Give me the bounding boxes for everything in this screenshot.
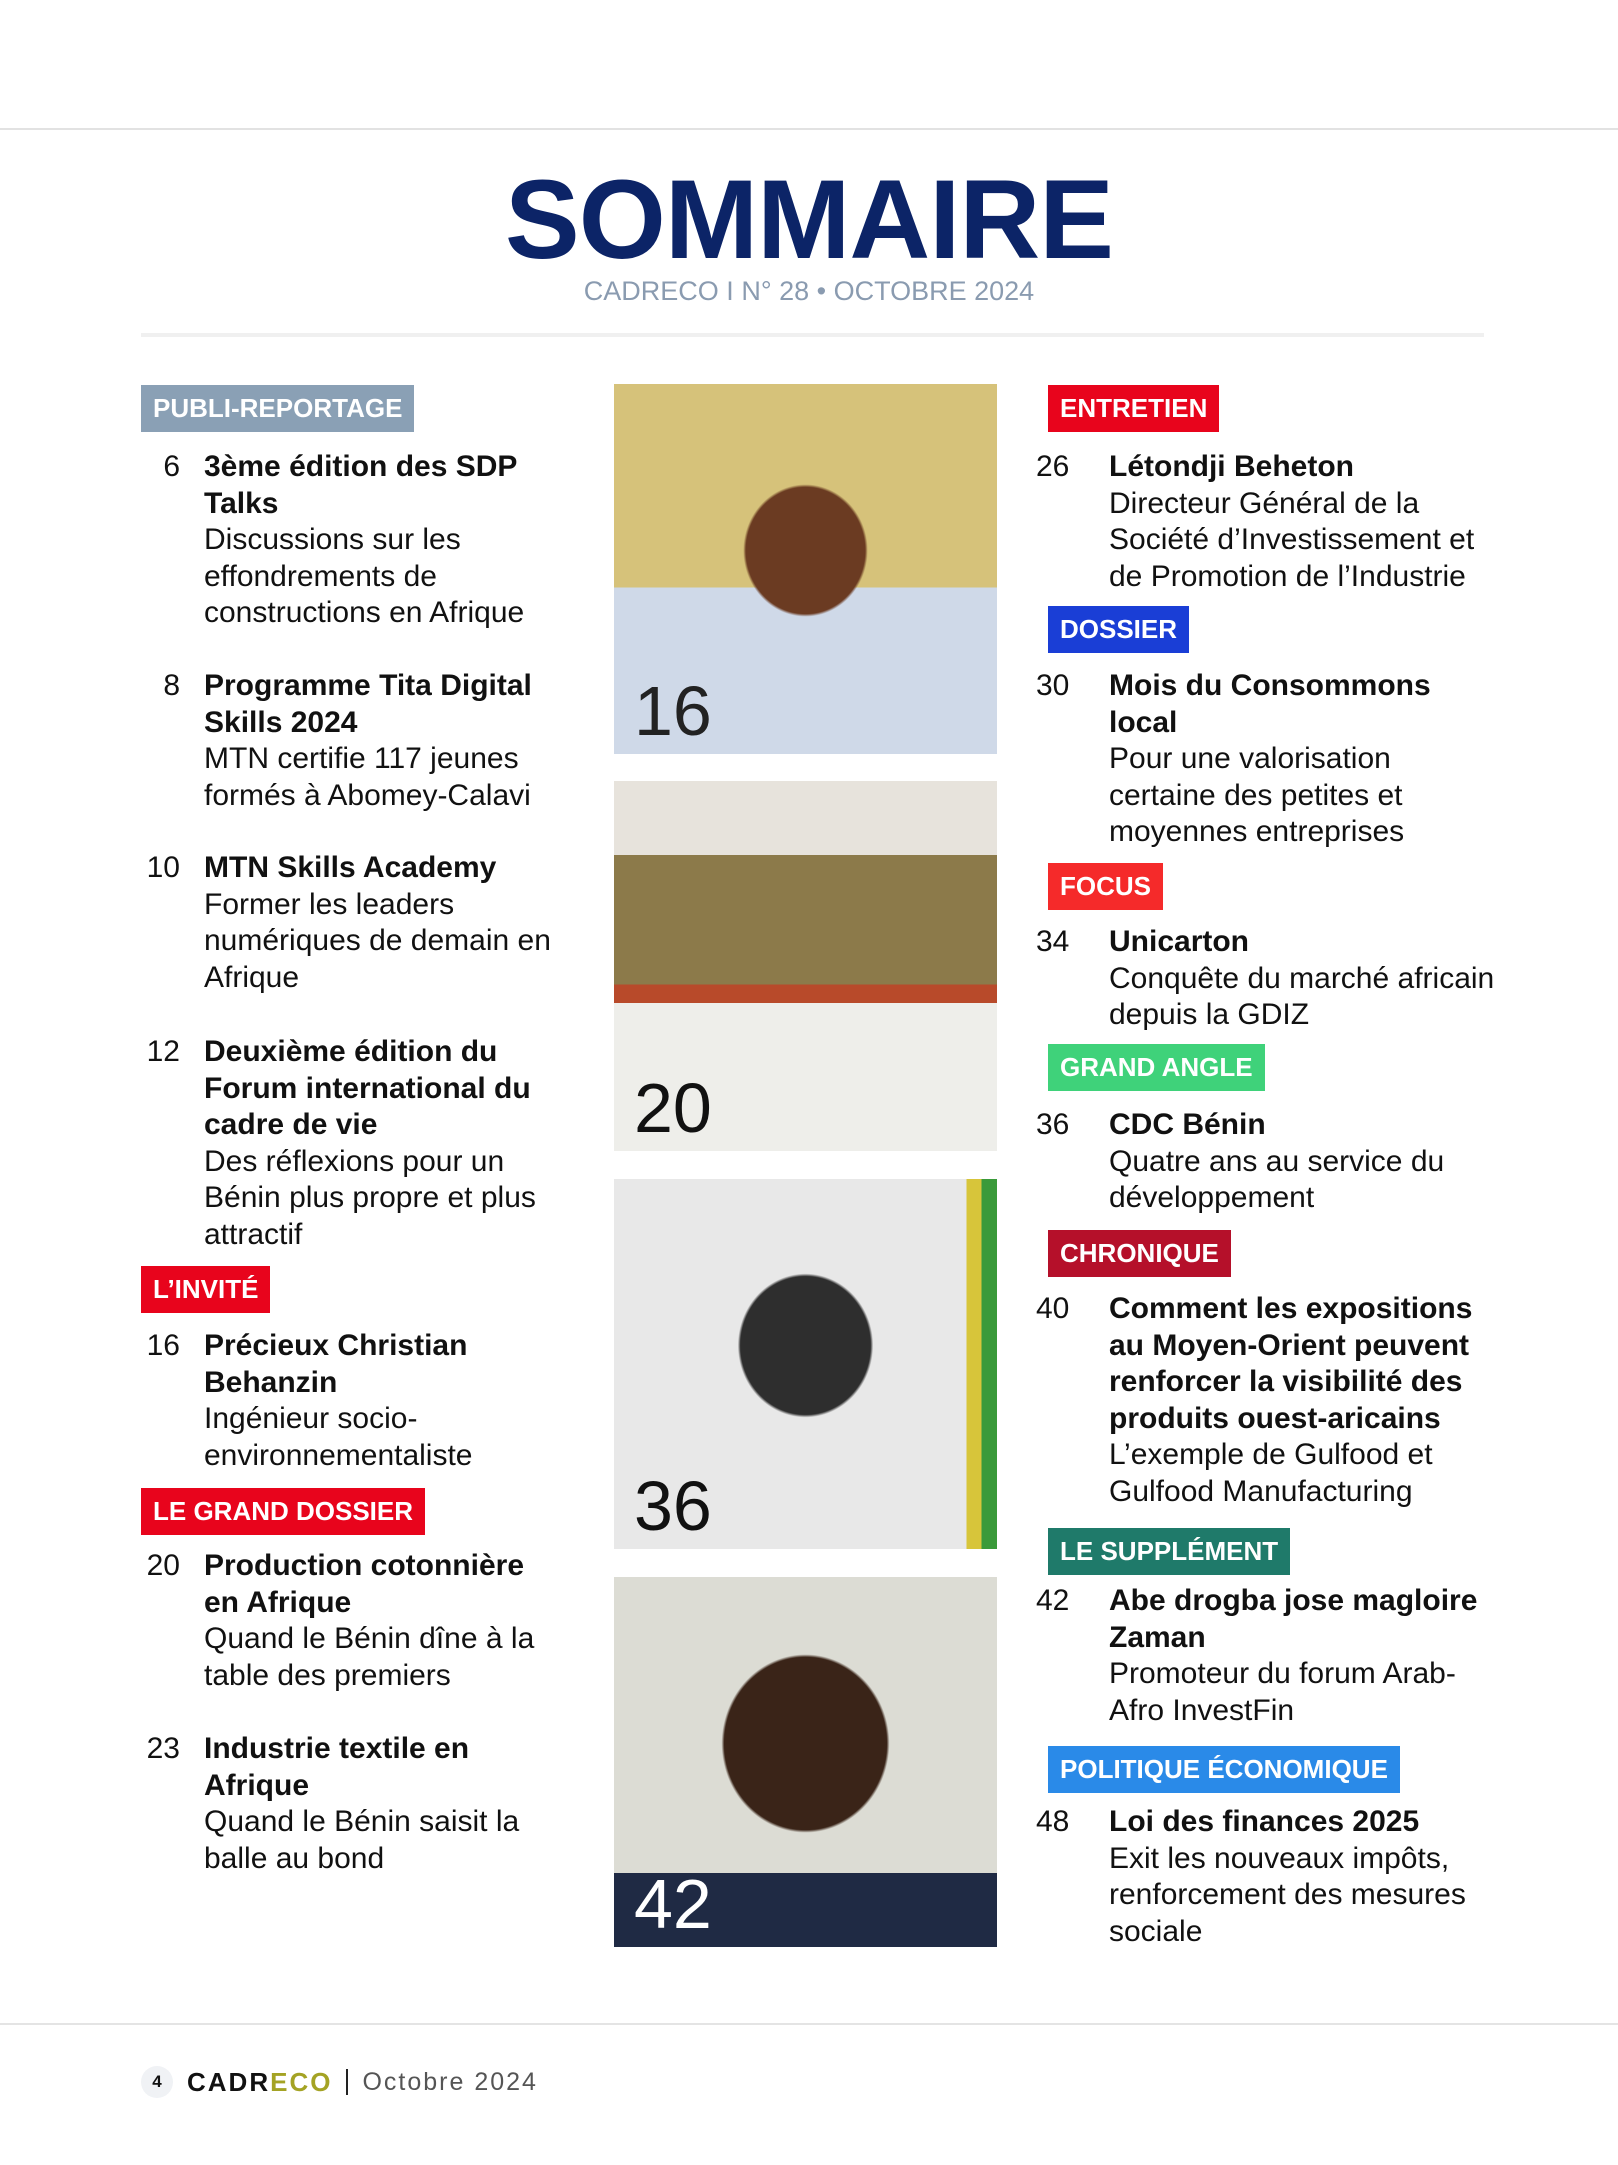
toc-page-number: 20 <box>146 1549 180 1582</box>
footer-separator <box>346 2069 348 2095</box>
toc-entry-text <box>204 1731 519 1877</box>
toc-entry-text <box>1109 1107 1444 1217</box>
section-tag: ENTRETIEN <box>1048 385 1219 432</box>
toc-page-number: 40 <box>1036 1292 1070 1325</box>
brand-logo <box>187 2067 332 2098</box>
toc-title-line: Skills 2024 <box>204 705 358 739</box>
toc-title-line: en Afrique <box>204 1585 352 1619</box>
toc-title-line: Comment les expositions <box>1109 1292 1473 1325</box>
toc-subtitle-line: Gulfood Manufacturing <box>1109 1474 1413 1508</box>
toc-title-line: Deuxième édition du <box>204 1035 498 1068</box>
toc-entry-text <box>204 1548 534 1694</box>
toc-title-line: Zaman <box>1109 1620 1206 1654</box>
toc-subtitle-line: Former les leaders <box>204 887 455 921</box>
section-tag: LE GRAND DOSSIER <box>141 1488 425 1535</box>
toc-title-line: MTN Skills Academy <box>204 851 497 884</box>
photo-page-number: 36 <box>634 1467 712 1545</box>
toc-title-line: Loi des finances 2025 <box>1109 1805 1420 1838</box>
toc-subtitle-line: MTN certifie 117 jeunes <box>204 742 519 776</box>
section-tag: LE SUPPLÉMENT <box>1048 1528 1290 1575</box>
toc-page-number: 16 <box>146 1329 180 1362</box>
toc-subtitle-line: Exit les nouveaux impôts, <box>1109 1841 1450 1875</box>
toc-subtitle-line: moyennes entreprises <box>1109 815 1405 849</box>
toc-subtitle-line: Directeur Général de la <box>1109 486 1420 520</box>
photo-portrait-36[interactable] <box>614 1179 997 1549</box>
toc-entry-text <box>204 850 551 996</box>
toc-title-line: Mois du Consommons <box>1109 669 1431 702</box>
toc-subtitle-line: Quand le Bénin dîne à la <box>204 1622 535 1656</box>
toc-subtitle-line: attractif <box>204 1217 303 1251</box>
toc-subtitle-line: environnementaliste <box>204 1438 473 1472</box>
toc-entry-text <box>1109 449 1474 595</box>
toc-title-line: Behanzin <box>204 1365 338 1399</box>
toc-page-number: 34 <box>1036 925 1070 958</box>
toc-subtitle-line: sociale <box>1109 1914 1203 1948</box>
toc-subtitle-line: certaine des petites et <box>1109 778 1403 812</box>
brand-part-b: ECO <box>270 2066 333 2097</box>
toc-subtitle-line: Pour une valorisation <box>1109 742 1391 776</box>
toc-title-line: Programme Tita Digital <box>204 669 532 702</box>
photo-portrait-42[interactable] <box>614 1577 997 1947</box>
toc-title-line: Létondji Beheton <box>1109 450 1354 483</box>
footer-divider <box>0 2023 1618 2025</box>
toc-page-number: 48 <box>1036 1805 1070 1838</box>
toc-entry-text <box>1109 924 1494 1034</box>
toc-page-number: 26 <box>1036 450 1070 483</box>
toc-entry-text <box>204 1034 536 1254</box>
toc-subtitle-line: Quatre ans au service du <box>1109 1144 1445 1178</box>
toc-title-line: local <box>1109 705 1178 739</box>
toc-subtitle-line: Bénin plus propre et plus <box>204 1181 536 1215</box>
photo-page-number: 20 <box>634 1069 712 1147</box>
section-tag: PUBLI-REPORTAGE <box>141 385 414 432</box>
toc-title-line: au Moyen-Orient peuvent <box>1109 1328 1470 1362</box>
toc-subtitle-line: balle au bond <box>204 1841 385 1875</box>
toc-subtitle-line: de Promotion de l’Industrie <box>1109 559 1466 593</box>
toc-subtitle-line: développement <box>1109 1181 1315 1215</box>
brand-part-a: CADR <box>187 2066 271 2097</box>
photo-portrait-16[interactable] <box>614 384 997 754</box>
toc-title-line: Production cotonnière <box>204 1549 525 1582</box>
section-tag: GRAND ANGLE <box>1048 1044 1265 1091</box>
toc-title-line: produits ouest-aricains <box>1109 1401 1441 1435</box>
toc-entry-text <box>1109 1804 1466 1950</box>
toc-subtitle-line: Conquête du marché africain <box>1109 961 1495 995</box>
top-divider <box>0 128 1618 130</box>
toc-entry-text <box>1109 1291 1472 1511</box>
toc-subtitle-line: Des réflexions pour un <box>204 1144 505 1178</box>
toc-title-line: Talks <box>204 486 279 520</box>
toc-entry-text <box>204 668 532 814</box>
toc-subtitle-line: Ingénieur socio- <box>204 1402 418 1436</box>
toc-subtitle-line: Société d’Investissement et <box>1109 523 1475 557</box>
toc-title-line: renforcer la visibilité des <box>1109 1365 1463 1399</box>
issue-subtitle: CADRECO I N° 28 • OCTOBRE 2024 <box>583 276 1035 306</box>
toc-title-line: CDC Bénin <box>1109 1108 1266 1141</box>
toc-entry-text <box>204 1328 473 1474</box>
toc-page-number: 12 <box>146 1035 180 1068</box>
toc-entry-text <box>1109 1583 1477 1729</box>
photo-page-number: 42 <box>634 1865 712 1943</box>
toc-title-line: Abe drogba jose magloire <box>1109 1584 1478 1617</box>
toc-subtitle-line: formés à Abomey-Calavi <box>204 778 531 812</box>
section-tag: DOSSIER <box>1048 606 1189 653</box>
toc-entry-text <box>1109 668 1431 851</box>
toc-title-line: Unicarton <box>1109 925 1250 958</box>
toc-subtitle-line: Promoteur du forum Arab- <box>1109 1657 1456 1691</box>
toc-subtitle-line: renforcement des mesures <box>1109 1878 1466 1912</box>
toc-title-line: 3ème édition des SDP <box>204 450 518 483</box>
toc-subtitle-line: table des premiers <box>204 1658 451 1692</box>
toc-title-line: Industrie textile en <box>204 1732 470 1765</box>
toc-page-number: 23 <box>146 1732 180 1765</box>
footer-date: Octobre 2024 <box>362 2067 538 2096</box>
toc-subtitle-line: Afrique <box>204 960 300 994</box>
photo-page-number: 16 <box>634 672 712 750</box>
toc-title-line: Forum international du <box>204 1071 531 1105</box>
toc-page-number: 10 <box>146 851 180 884</box>
toc-subtitle-line: Quand le Bénin saisit la <box>204 1805 520 1839</box>
toc-page-number: 30 <box>1036 669 1070 702</box>
section-tag: POLITIQUE ÉCONOMIQUE <box>1048 1746 1400 1793</box>
header-separator <box>141 333 1484 337</box>
toc-title-line: Précieux Christian <box>204 1329 468 1362</box>
toc-entry-text <box>204 449 524 632</box>
toc-page-number: 42 <box>1036 1584 1070 1617</box>
toc-subtitle-line: numériques de demain en <box>204 924 551 958</box>
toc-page-number: 8 <box>163 669 180 702</box>
toc-title-line: cadre de vie <box>204 1108 378 1142</box>
page-title: SOMMAIRE <box>505 157 1113 282</box>
toc-subtitle-line: depuis la GDIZ <box>1109 998 1310 1032</box>
toc-page-number: 36 <box>1036 1108 1070 1141</box>
toc-page-number: 6 <box>163 450 180 483</box>
toc-title-line: Afrique <box>204 1768 309 1802</box>
photo-cotton-20[interactable] <box>614 781 997 1151</box>
section-tag: L’INVITÉ <box>141 1266 270 1313</box>
page-number: 4 <box>141 2066 173 2098</box>
toc-subtitle-line: constructions en Afrique <box>204 596 525 630</box>
toc-subtitle-line: Afro InvestFin <box>1109 1693 1295 1727</box>
section-tag: FOCUS <box>1048 863 1163 910</box>
toc-subtitle-line: L’exemple de Gulfood et <box>1109 1438 1433 1472</box>
footer <box>141 2064 538 2100</box>
toc-subtitle-line: effondrements de <box>204 559 437 593</box>
toc-subtitle-line: Discussions sur les <box>204 523 461 557</box>
section-tag: CHRONIQUE <box>1048 1230 1231 1277</box>
